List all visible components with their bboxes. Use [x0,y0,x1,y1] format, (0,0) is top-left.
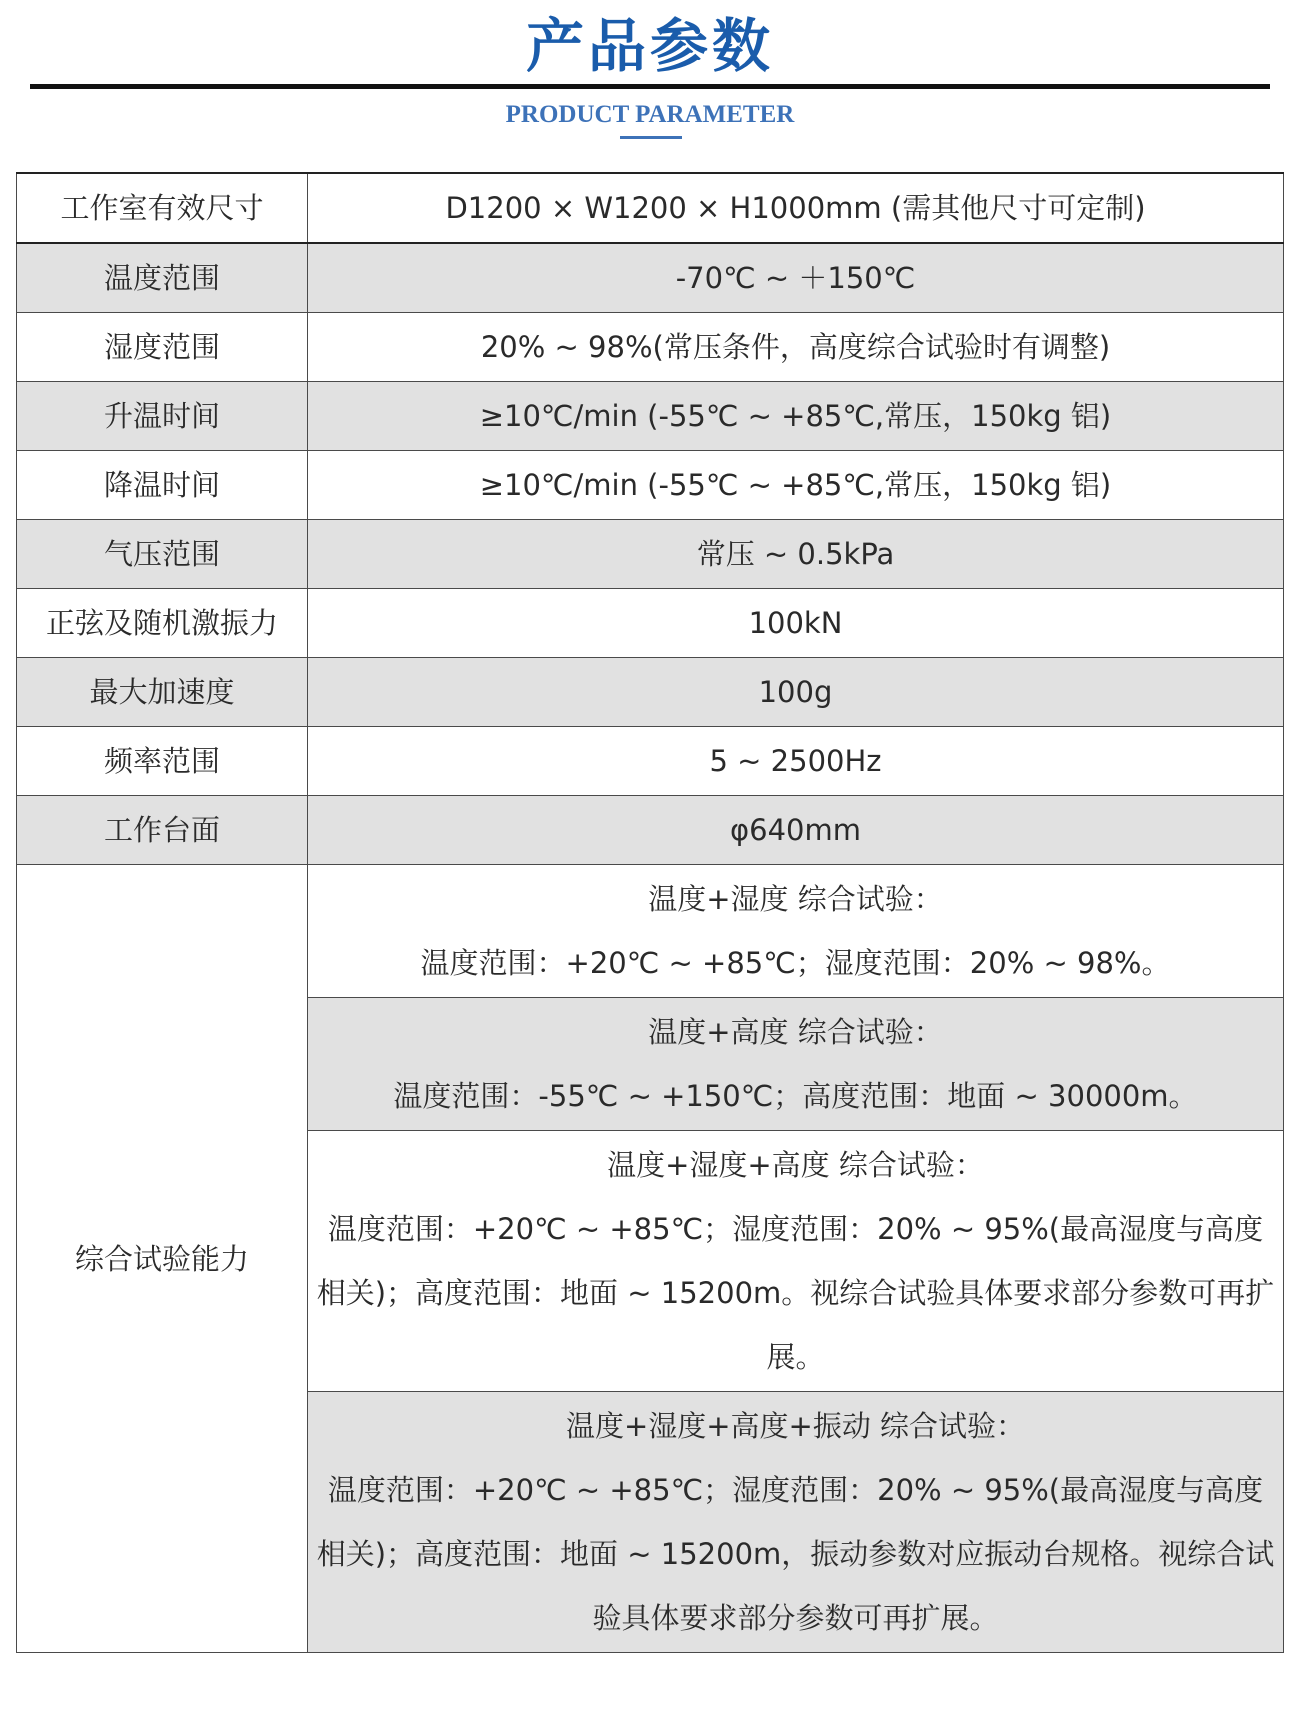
param-label: 频率范围 [17,727,308,796]
param-label: 工作室有效尺寸 [17,173,308,243]
param-value: φ640mm [308,796,1284,865]
param-label: 升温时间 [17,382,308,451]
param-label: 温度范围 [17,243,308,313]
table-row [17,796,1284,865]
combined-test-title: 温度+湿度 综合试验： [648,882,943,916]
param-label: 湿度范围 [17,313,308,382]
combined-test-cell [308,865,1284,998]
table-row [17,658,1284,727]
table-row [17,589,1284,658]
combined-test-detail: 温度范围：+20℃ ~ +85℃；湿度范围：20% ~ 95%(最高湿度与高度相关)；高度范围：地面 ~ 15200m，振动参数对应振动台规格。视综合试验具体要求部分参数可再扩展。 [316,1473,1275,1635]
param-value: 20% ~ 98%(常压条件，高度综合试验时有调整) [308,313,1284,382]
param-label: 工作台面 [17,796,308,865]
page-subtitle: PRODUCT PARAMETER [505,101,795,128]
param-value: 5 ~ 2500Hz [308,727,1284,796]
param-label: 降温时间 [17,451,308,520]
table-row [17,727,1284,796]
table-row [17,313,1284,382]
combined-test-detail: 温度范围：+20℃ ~ +85℃；湿度范围：20% ~ 98%。 [420,946,1171,980]
title-divider [30,84,1270,89]
page-title: 产品参数 [525,12,774,80]
param-value: -70℃ ~ ＋150℃ [308,243,1284,313]
table-row [17,451,1284,520]
param-value: 100kN [308,589,1284,658]
table-row [17,382,1284,451]
combined-test-detail: 温度范围：+20℃ ~ +85℃；湿度范围：20% ~ 95%(最高湿度与高度相关)；高度范围：地面 ~ 15200m。视综合试验具体要求部分参数可再扩展。 [316,1212,1275,1374]
parameter-table [16,172,1284,1653]
param-value: 常压 ~ 0.5kPa [308,520,1284,589]
subtitle-accent-line [620,136,682,139]
combined-test-label: 综合试验能力 [17,865,308,1653]
param-value: ≥10℃/min (-55℃ ~ +85℃,常压，150kg 铝) [308,382,1284,451]
combined-test-cell [308,1131,1284,1392]
table-row [17,865,1284,998]
param-value: ≥10℃/min (-55℃ ~ +85℃,常压，150kg 铝) [308,451,1284,520]
combined-test-cell [308,998,1284,1131]
combined-test-cell [308,1392,1284,1653]
param-label: 正弦及随机激振力 [17,589,308,658]
table-row [17,173,1284,243]
combined-test-title: 温度+湿度+高度+振动 综合试验： [565,1409,1026,1443]
combined-test-title: 温度+湿度+高度 综合试验： [607,1148,984,1182]
combined-test-detail: 温度范围：-55℃ ~ +150℃；高度范围：地面 ~ 30000m。 [393,1079,1198,1113]
param-label: 最大加速度 [17,658,308,727]
param-label: 气压范围 [17,520,308,589]
table-row [17,243,1284,313]
combined-test-title: 温度+高度 综合试验： [648,1015,943,1049]
table-row [17,520,1284,589]
param-value: D1200 × W1200 × H1000mm (需其他尺寸可定制) [308,173,1284,243]
param-value: 100g [308,658,1284,727]
